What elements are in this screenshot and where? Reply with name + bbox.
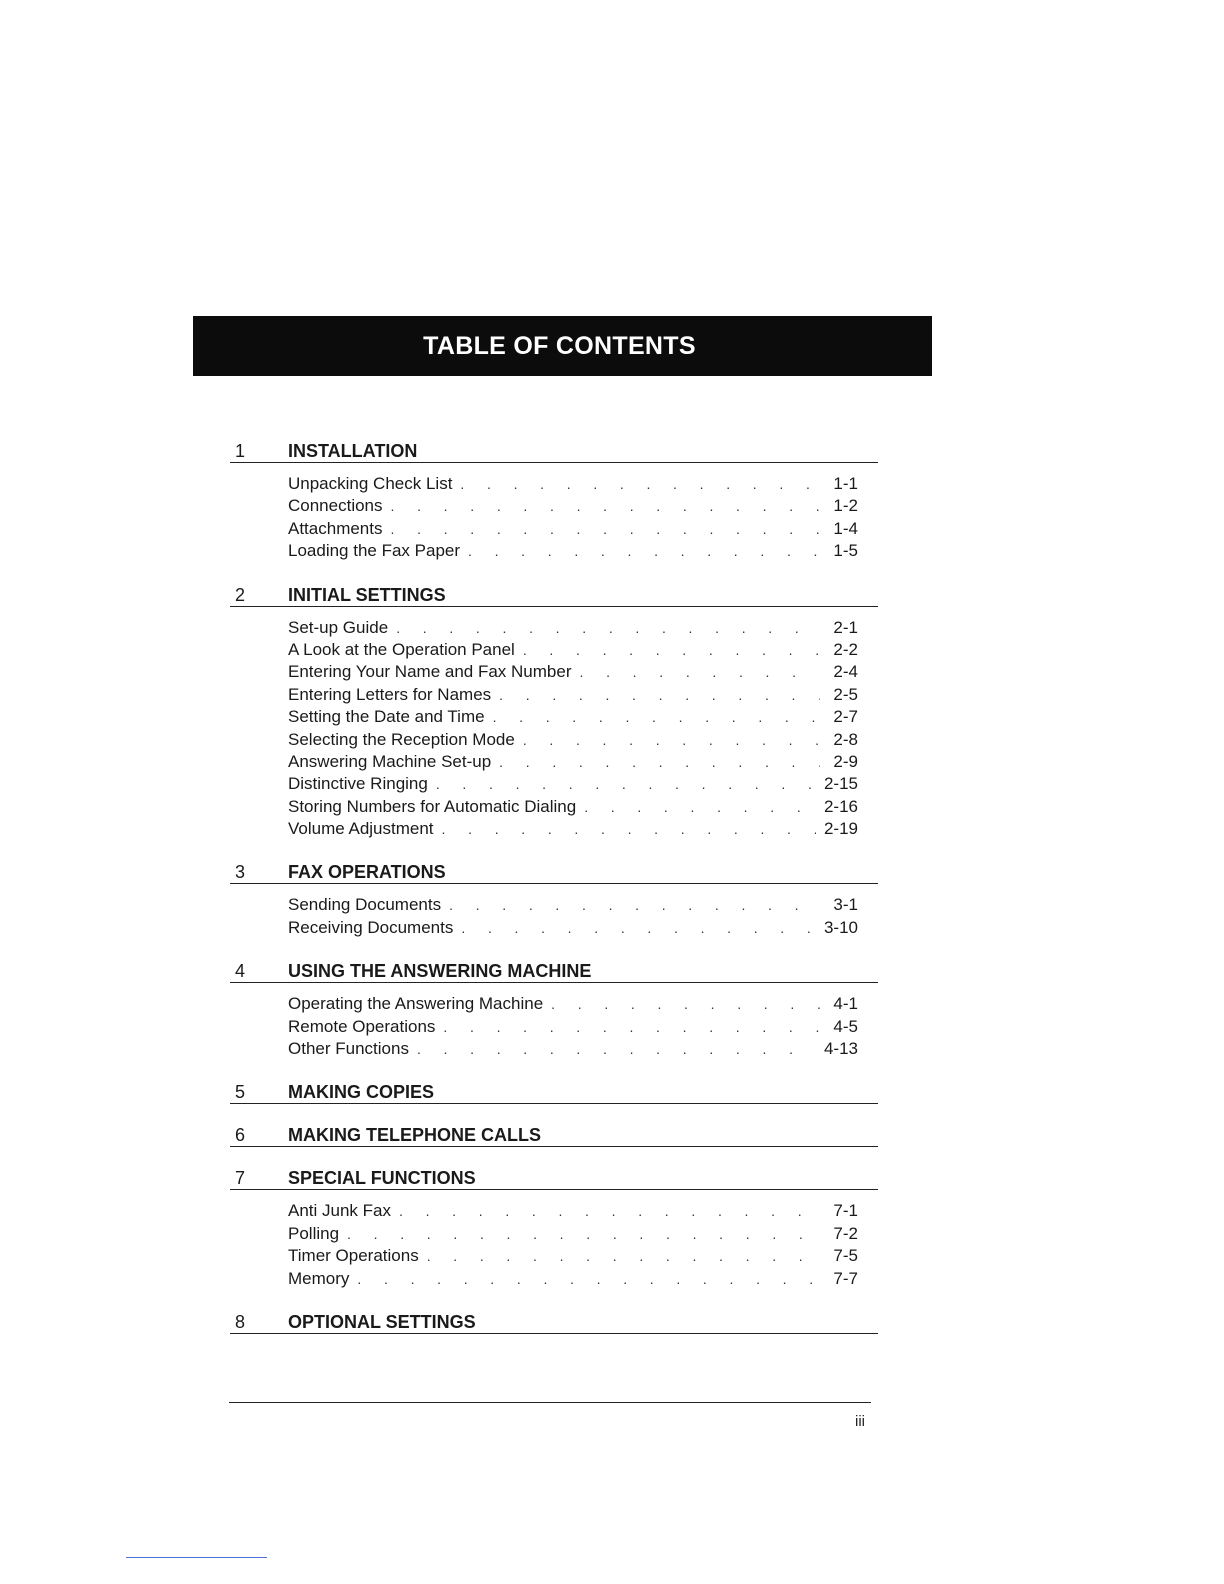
entry-label: Entering Letters for Names — [288, 684, 492, 704]
toc-entry[interactable] — [288, 993, 878, 1015]
dot-leader — [460, 473, 820, 495]
entry-list — [230, 1190, 878, 1290]
entry-label: Setting the Date and Time — [288, 707, 485, 727]
toc-entry[interactable] — [288, 684, 878, 706]
dot-leader — [417, 1038, 816, 1060]
toc-entry[interactable] — [288, 894, 878, 916]
section-heading[interactable] — [230, 584, 878, 607]
entry-page-number: 2-2 — [833, 639, 858, 659]
entry-page-number: 1-2 — [833, 496, 858, 516]
entry-list — [230, 983, 878, 1060]
toc-entry[interactable] — [288, 1268, 878, 1290]
toc-entry[interactable] — [288, 729, 878, 751]
toc-entry[interactable] — [288, 1038, 878, 1060]
toc-section — [230, 1167, 878, 1311]
entry-page-number: 7-2 — [833, 1223, 858, 1243]
entry-page-number: 2-5 — [833, 684, 858, 704]
entry-label: Volume Adjustment — [288, 819, 434, 839]
section-spacer — [230, 939, 878, 960]
section-heading[interactable] — [230, 1311, 878, 1334]
entry-page-number: 1-4 — [833, 518, 858, 538]
toc-entry[interactable] — [288, 540, 878, 562]
toc-entry[interactable] — [288, 751, 878, 773]
section-heading[interactable] — [230, 861, 878, 884]
section-spacer — [230, 1290, 878, 1311]
section-number: 3 — [230, 861, 288, 884]
toc-entry[interactable] — [288, 617, 878, 639]
section-spacer — [230, 1334, 878, 1354]
page-title: TABLE OF CONTENTS — [423, 331, 696, 360]
toc-section — [230, 584, 878, 862]
dot-leader — [580, 661, 821, 683]
entry-label: Unpacking Check List — [288, 474, 453, 493]
entry-page-number: 7-7 — [833, 1268, 858, 1288]
dot-leader — [427, 1245, 820, 1267]
toc-entry[interactable] — [288, 818, 878, 840]
entry-label: Sending Documents — [288, 895, 442, 915]
toc-section — [230, 1081, 878, 1124]
entry-page-number: 4-5 — [833, 1016, 858, 1036]
dot-leader — [442, 818, 816, 840]
section-title: USING THE ANSWERING MACHINE — [288, 961, 592, 982]
section-title: INSTALLATION — [288, 441, 418, 461]
edge-mark — [126, 1557, 267, 1558]
section-heading[interactable] — [230, 1124, 878, 1147]
dot-leader — [584, 796, 816, 818]
dot-leader — [493, 706, 820, 728]
entry-page-number: 3-1 — [833, 895, 858, 915]
dot-leader — [523, 639, 820, 661]
section-spacer — [230, 563, 878, 584]
entry-label: Remote Operations — [288, 1016, 436, 1036]
section-heading[interactable] — [230, 960, 878, 983]
toc-entry[interactable] — [288, 1245, 878, 1267]
entry-label: A Look at the Operation Panel — [288, 639, 515, 659]
section-spacer — [230, 1060, 878, 1081]
entry-label: Anti Junk Fax — [288, 1201, 391, 1221]
section-number: 4 — [230, 960, 288, 983]
title-banner — [193, 316, 932, 376]
entry-page-number: 2-9 — [833, 751, 858, 771]
entry-label: Receiving Documents — [288, 917, 454, 937]
entry-label: Selecting the Reception Mode — [288, 729, 515, 749]
section-spacer — [230, 840, 878, 861]
entry-label: Set-up Guide — [288, 617, 389, 637]
entry-page-number: 2-19 — [823, 819, 858, 839]
dot-leader — [499, 751, 820, 773]
section-title: OPTIONAL SETTINGS — [288, 1311, 476, 1332]
entry-page-number: 7-5 — [833, 1246, 858, 1266]
section-number: 2 — [230, 584, 288, 607]
toc-section — [230, 440, 878, 584]
toc-entry[interactable] — [288, 706, 878, 728]
entry-label: Memory — [288, 1268, 350, 1288]
section-title: MAKING COPIES — [288, 1082, 435, 1103]
dot-leader — [357, 1268, 820, 1290]
dot-leader — [396, 617, 820, 639]
page-number: iii — [855, 1413, 865, 1430]
entry-label: Storing Numbers for Automatic Dialing — [288, 796, 577, 816]
dot-leader — [468, 540, 820, 562]
dot-leader — [347, 1223, 820, 1245]
section-heading[interactable] — [230, 440, 878, 463]
entry-page-number: 2-8 — [833, 729, 858, 749]
toc-entry[interactable] — [288, 773, 878, 795]
dot-leader — [449, 894, 820, 916]
dot-leader — [461, 917, 816, 939]
entry-list — [230, 884, 878, 939]
section-spacer — [230, 1104, 878, 1124]
entry-list — [230, 463, 878, 563]
section-title: FAX OPERATIONS — [288, 862, 446, 883]
section-spacer — [230, 1147, 878, 1167]
entry-label: Operating the Answering Machine — [288, 994, 544, 1014]
dot-leader — [551, 993, 820, 1015]
entry-label: Polling — [288, 1223, 340, 1243]
entry-label: Answering Machine Set-up — [288, 751, 492, 771]
section-number: 6 — [230, 1124, 288, 1147]
section-heading[interactable] — [230, 1167, 878, 1190]
toc-entry[interactable] — [288, 796, 878, 818]
dot-leader — [391, 495, 820, 517]
toc-section — [230, 1124, 878, 1167]
toc-section — [230, 1311, 878, 1354]
toc-entry[interactable] — [288, 518, 878, 540]
toc-entry[interactable] — [288, 661, 878, 683]
entry-page-number: 4-13 — [823, 1039, 858, 1059]
entry-page-number: 2-15 — [823, 774, 858, 794]
toc-entry[interactable] — [288, 1223, 878, 1245]
section-number: 1 — [230, 440, 288, 463]
dot-leader — [523, 729, 820, 751]
entry-page-number: 4-1 — [833, 994, 858, 1014]
toc-entry[interactable] — [288, 917, 878, 939]
entry-label: Loading the Fax Paper — [288, 541, 461, 561]
toc-section — [230, 861, 878, 960]
section-title: MAKING TELEPHONE CALLS — [288, 1125, 542, 1146]
entry-page-number: 3-10 — [823, 917, 858, 937]
entry-page-number: 2-4 — [833, 662, 858, 682]
table-of-contents — [230, 440, 878, 1354]
toc-entry[interactable] — [288, 1200, 878, 1222]
section-heading[interactable] — [230, 1081, 878, 1104]
entry-list — [230, 607, 878, 841]
section-number: 7 — [230, 1167, 288, 1190]
section-number: 5 — [230, 1081, 288, 1104]
section-title: SPECIAL FUNCTIONS — [288, 1168, 476, 1189]
toc-entry[interactable] — [288, 639, 878, 661]
section-number: 8 — [230, 1311, 288, 1334]
section-title: INITIAL SETTINGS — [288, 584, 446, 605]
entry-page-number: 7-1 — [833, 1201, 858, 1221]
entry-page-number: 1-5 — [833, 541, 858, 561]
entry-page-number: 2-1 — [833, 617, 858, 637]
toc-entry[interactable] — [288, 473, 878, 495]
toc-entry[interactable] — [288, 495, 878, 517]
entry-page-number: 1-1 — [833, 474, 858, 493]
dot-leader — [391, 518, 821, 540]
dot-leader — [499, 684, 820, 706]
entry-label: Distinctive Ringing — [288, 774, 428, 794]
entry-page-number: 2-16 — [823, 796, 858, 816]
toc-section — [230, 960, 878, 1081]
entry-label: Connections — [288, 496, 383, 516]
entry-label: Attachments — [288, 518, 383, 538]
dot-leader — [443, 1016, 820, 1038]
dot-leader — [399, 1200, 820, 1222]
dot-leader — [436, 773, 816, 795]
entry-label: Other Functions — [288, 1039, 409, 1059]
entry-page-number: 2-7 — [833, 707, 858, 727]
footer-divider — [229, 1402, 871, 1403]
entry-label: Entering Your Name and Fax Number — [288, 662, 572, 682]
toc-entry[interactable] — [288, 1016, 878, 1038]
entry-label: Timer Operations — [288, 1246, 419, 1266]
